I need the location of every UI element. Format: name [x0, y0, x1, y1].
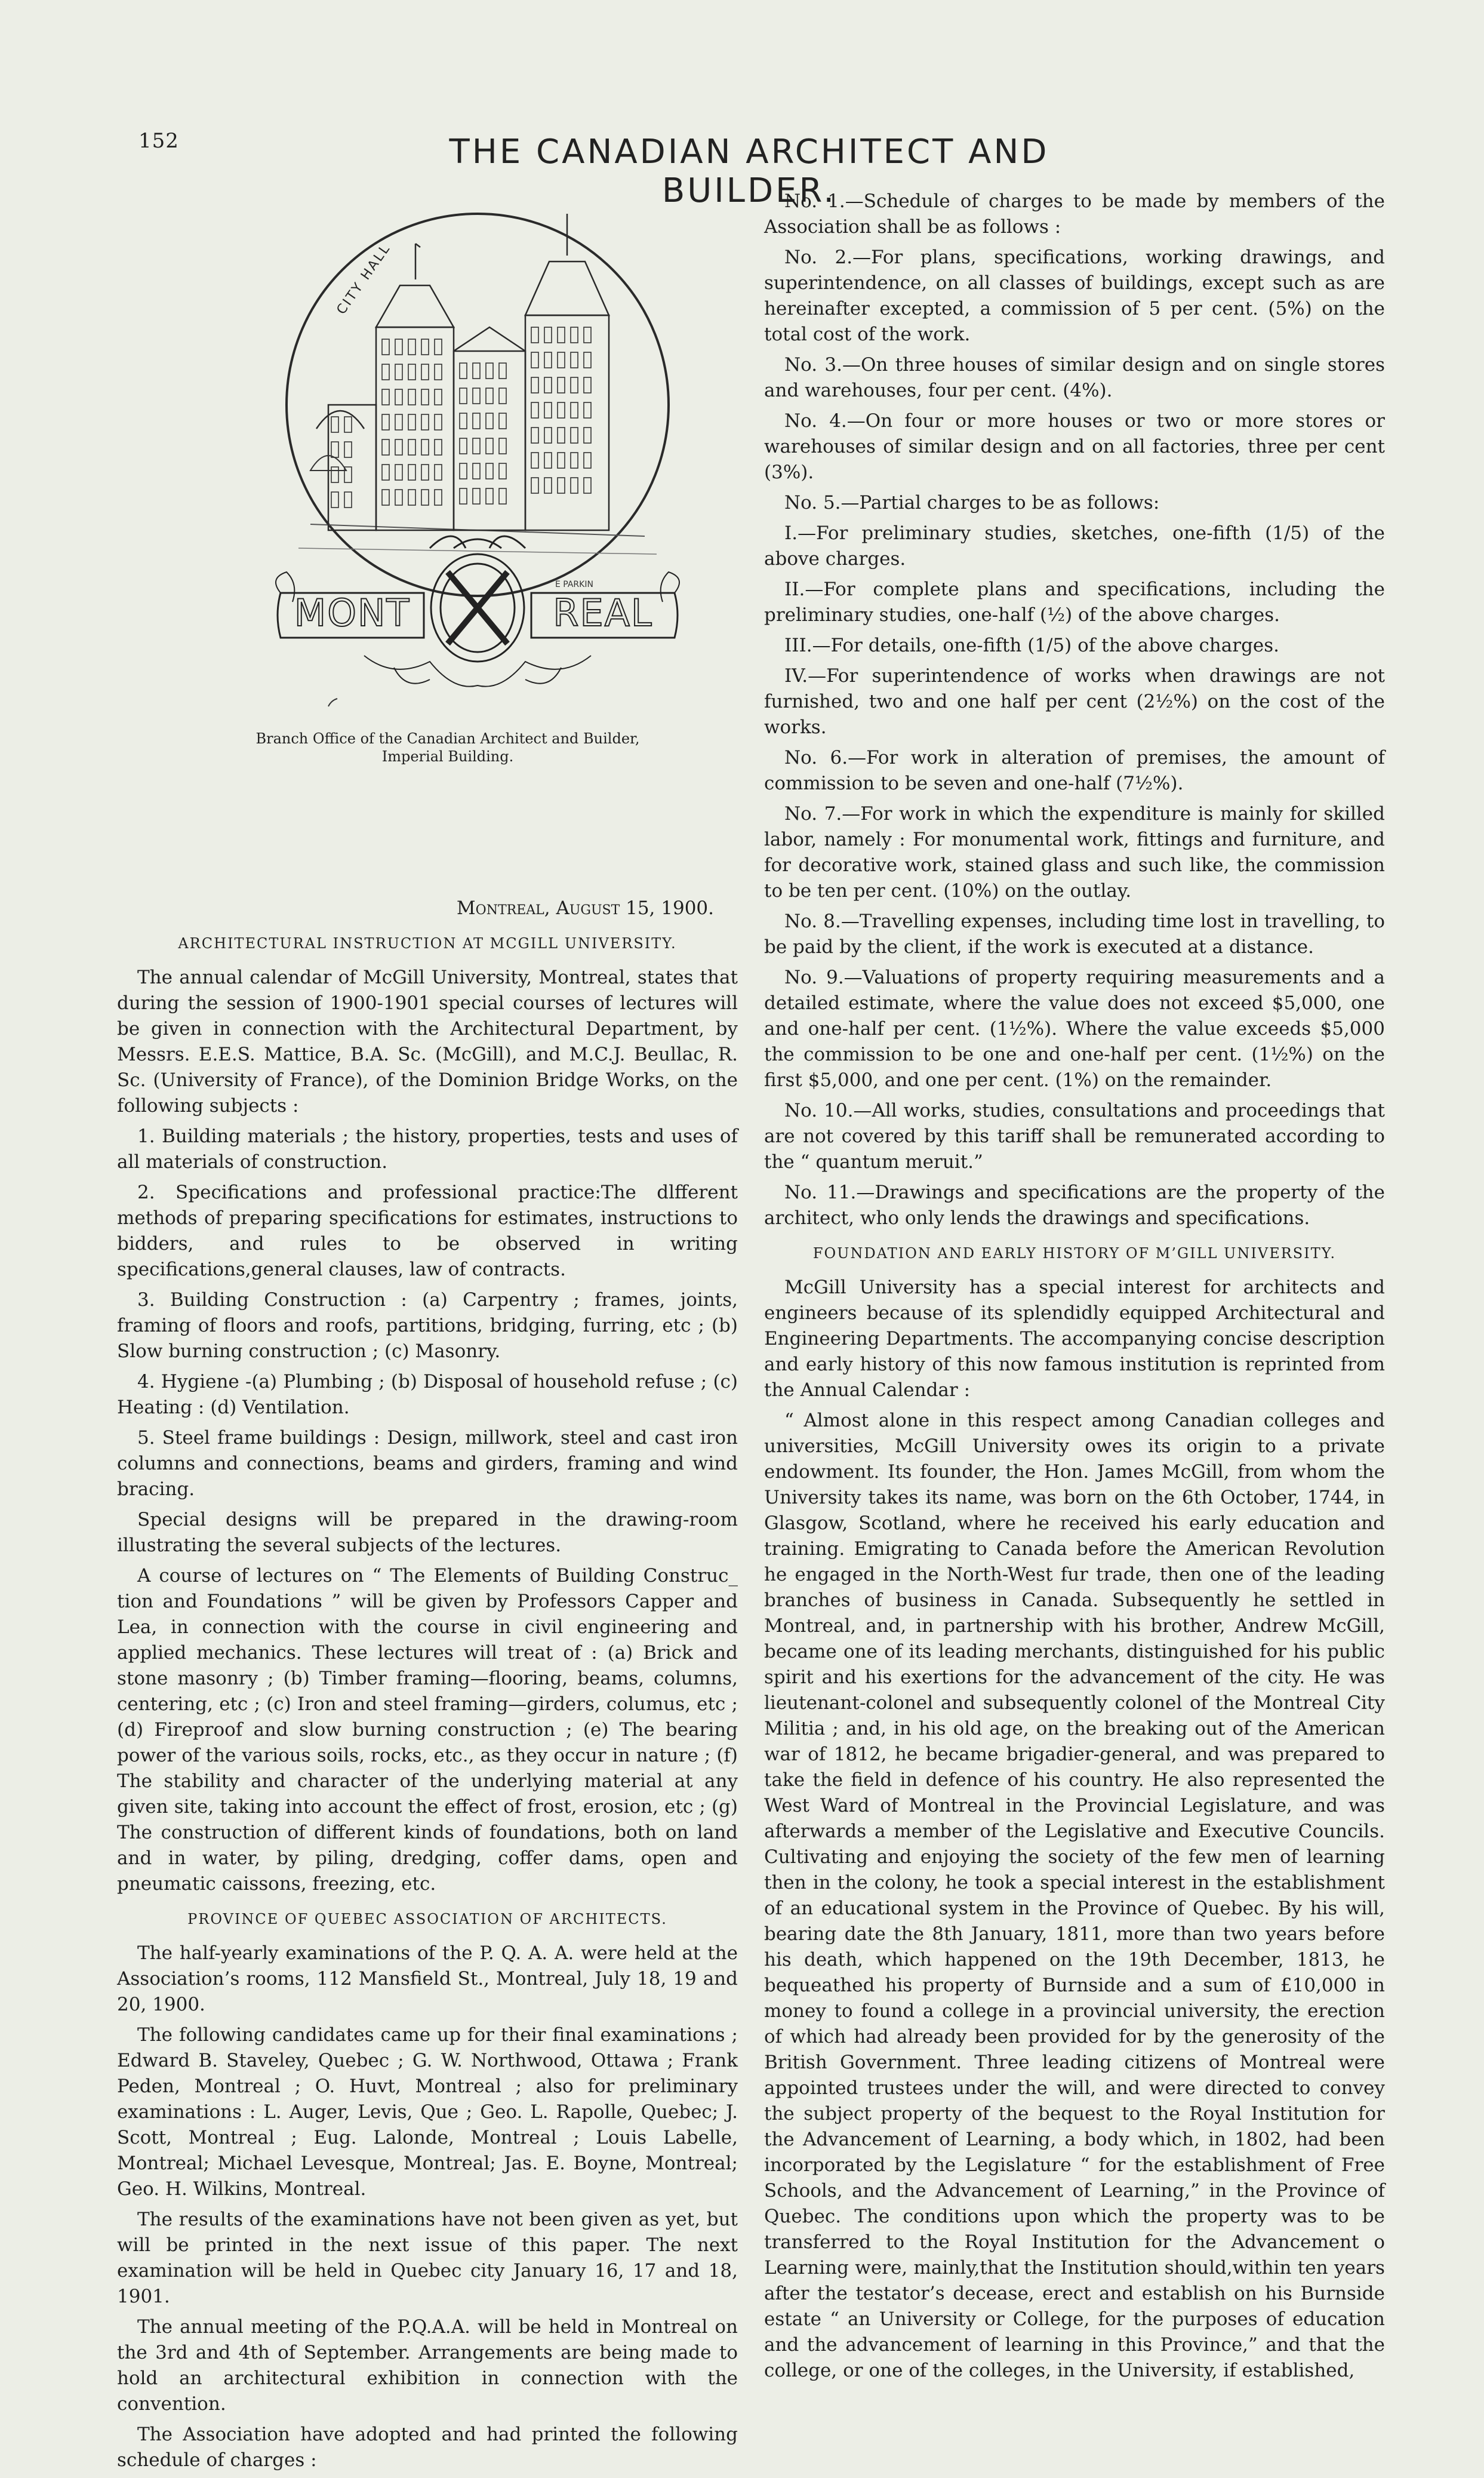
schedule-item: No. 1.—Schedule of charges to be made by members of the Association shall be as follows : — [764, 190, 1385, 238]
running-title: THE CANADIAN ARCHITECT AND BUILDER. — [449, 133, 1049, 210]
schedule-item: No. 2.—For plans, specifications, working drawings, and superintendence, on all classes of buildings, except such as are hereinafter excepted, a commission of 5 per cent. (5%) on the total cost of the work. — [764, 247, 1385, 345]
right-column — [764, 189, 1385, 2388]
schedule-item: No. 11.—Drawings and specifications are the property of the architect, who only lends the drawings and specifications. — [764, 1182, 1385, 1229]
paragraph: The half-yearly examinations of the P. Q. A. A. were held at the Association’s rooms, 112 Mansfield St., Montreal, July 18, 19 and 20, 1900. — [117, 1942, 738, 2015]
artist-signature: E PARKIN — [555, 580, 593, 589]
schedule-item: II.—For complete plans and specifications, including the preliminary studies, one-half (½) of the above charges. — [764, 579, 1385, 626]
section-heading-mcgill-history: FOUNDATION AND EARLY HISTORY OF M’GILL UNIVERSITY. — [812, 1245, 1337, 1262]
schedule-item: No. 3.—On three houses of similar design and on single stores and warehouses, four per cent. (4%). — [764, 354, 1385, 401]
section-heading-pqaa: PROVINCE OF QUEBEC ASSOCIATION OF ARCHITECTS. — [187, 1911, 667, 1927]
section-heading-mcgill-instruction: ARCHITECTURAL INSTRUCTION AT MCGILL UNIVERSITY. — [178, 935, 677, 952]
schedule-item: No. 6.—For work in alteration of premises, the amount of commission to be seven and one-half (7½%). — [764, 747, 1385, 794]
schedule-item: No. 7.—For work in which the expenditure is mainly for skilled labor, namely : For monumental work, fittings and furniture, and for decorative work, stained glass and such like, the commission to be ten per cent. (10%) on the outlay. — [764, 803, 1385, 902]
paragraph: 2. Specifications and professional practice:The dlfferent methods of preparing specifications for estimates, instructions to bidders, and rules to be observed in writing specifications,general clauses, law of contracts. — [117, 1182, 738, 1280]
schedule-item: No. 5.—Partial charges to be as follows: — [784, 492, 1160, 514]
schedule-item: III.—For details, one-fifth (1/5) of the above charges. — [784, 635, 1280, 656]
paragraph: 3. Building Construction : (a) Carpentry ; frames, joints, framing of floors and roofs, partitions, bridging, furring, etc ; (b) Slow burning construction ; (c) Masonry. — [117, 1289, 738, 1362]
page-number: 152 — [138, 129, 179, 153]
schedule-item: No. 4.—On four or more houses or two or more stores or warehouses of similar design and on all factories, three per cent (3%). — [764, 410, 1385, 483]
schedule-item: IV.—For superintendence of works when drawings are not furnished, two and one half per cent (2½%) on the cost of the works. — [764, 665, 1385, 738]
city-hall-label: CITY HALL — [334, 241, 394, 318]
city-hall-illustration — [275, 190, 681, 727]
illustration-caption — [179, 730, 716, 765]
banner-right-text: REAL — [553, 591, 653, 635]
paragraph: 5. Steel frame buildings : Design, millwork, steel and cast iron columns and connections, beams and girders, framing and wind bracing. — [117, 1427, 738, 1500]
banner-left-text: MONT — [294, 591, 411, 635]
paragraph: The following candidates came up for their final examinations ; Edward B. Staveley, Quebec ; G. W. Northwood, Ottawa ; Frank Peden, Montreal ; O. Huvt, Montreal ; also for preliminary examinations : L. Auger, Levis, Que ; Geo. L. Rapolle, Quebec; J. Scott, Montreal ; Eug. Lalonde, Montreal ; Louis Labelle, Montreal; Michael Levesque, Montreal; Jas. E. Boyne, Montreal; Geo. H. Wilkins, Montreal. — [117, 2024, 738, 2200]
schedule-item: I.—For preliminary studies, sketches, one-fifth (1/5) of the above charges. — [764, 522, 1385, 570]
paragraph: The annual calendar of McGill University, Montreal, states that during the session of 1900-1901 special courses of lectures will be given in connection with the Architectural Department, by Messrs. E.E.S. Mattice, B.A. Sc. (McGill), and M.C.J. Beullac, R. Sc. (University of France), of the Dominion Bridge Works, on the following subjects : — [117, 967, 738, 1117]
paragraph: The annual meeting of the P.Q.A.A. will be held in Montreal on the 3rd and 4th of September. Arrangements are being made to hold an architectural exhibition in connection with the convention. — [117, 2316, 738, 2415]
paragraph: A course of lectures on “ The Elements of Building Construc_ tion and Foundations ” will be given by Professors Capper and Lea, in connection with the course in civil engineering and applied mechanics. These lectures will treat of : (a) Brick and stone masonry ; (b) Timber framing—flooring, beams, columns, centering, etc ; (c) Iron and steel framing—girders, columus, etc ; (d) Fireproof and slow burning construction ; (e) The bearing power of the various soils, rocks, etc., as they occur in nature ; (f) The stability and character of the underlying material at any given site, taking into account the effect of frost, erosion, etc ; (g) The construction of different kinds of foundations, both on land and in water, by piling, dredging, coffer dams, open and pneumatic caissons, freezing, etc. — [117, 1565, 738, 1895]
schedule-item: No. 8.—Travelling expenses, including time lost in travelling, to be paid by the client, if the work is executed at a distance. — [764, 911, 1385, 958]
paragraph: The results of the examinations have not been given as yet, but will be printed in the next issue of this paper. The next examination will be held in Quebec city January 16, 17 and 18, 1901. — [117, 2209, 738, 2307]
left-column — [117, 896, 738, 2478]
paragraph: 4. Hygiene -(a) Plumbing ; (b) Disposal of household refuse ; (c) Heating : (d) Ventilation. — [117, 1371, 738, 1418]
dateline: Montreal, August 15, 1900. — [456, 897, 714, 919]
paragraph: 1. Building materials ; the history, properties, tests and uses of all materials of construction. — [117, 1126, 738, 1173]
paragraph: McGill University has a special interest for architects and engineers because of its splendidly equipped Architectural and Engineering Departments. The accompanying concise description and early history of this now famous institution is reprinted from the Annual Calendar : — [764, 1277, 1385, 1401]
schedule-item: No. 10.—All works, studies, consultations and proceedings that are not covered by this tariff shall be remunerated according to the “ quantum meruit.” — [764, 1100, 1385, 1173]
paragraph: Special designs will be prepared in the drawing-room illustrating the several subjects of the lectures. — [117, 1509, 738, 1556]
paragraph: “ Almost alone in this respect among Canadian colleges and universities, McGill University owes its origin to a private endowment. Its founder, the Hon. James McGill, from whom the University takes its name, was born on the 6th October, 1744, in Glasgow, Scotland, where he received his early education and training. Emigrating to Canada before the American Revolution he engaged in the North-West fur trade, then one of the leading branches of business in Canada. Subsequently he settled in Montreal, and, in partnership with his brother, Andrew McGill, became one of its leading merchants, distinguished for his public spirit and his exertions for the advancement of the city. He was lieutenant-colonel and subsequently colonel of the Montreal City Militia ; and, in his old age, on the breaking out of the American war of 1812, he became brigadier-general, and was prepared to take the field in defence of his country. He also represented the West Ward of Montreal in the Provincial Legislature, and was afterwards a member of the Legislative and Executive Councils. Cultivating and enjoying the society of the few men of learning then in the colony, he took a special interest in the establishment of an educational system in the Province of Quebec. By his will, bearing date the 8th January, 1811, more than two years before his death, which happened on the 19th December, 1813, he bequeathed his property of Burnside and a sum of £10,000 in money to found a college in a provincial university, the erection of which had already been provided for by the generosity of the British Government. Three leading citizens of Montreal were appointed trustees under the will, and were directed to convey the subject property of the bequest to the Royal Institution for the Advancement of Learning, a body which, in 1802, had been incorporated by the Legislature “ for the establishment of Free Schools, and the Advancement of Learning,” in the Province of Quebec. The conditions upon which the property was to be transferred to the Royal Institution for the Advancement o Learning were, mainly,that the Institution should,within ten years after the testator’s decease, erect and establish on his Burnside estate “ an University or College, for the purposes of education and the advancement of learning in this Province,” and that the college, or one of the colleges, in the University, if established, — [764, 1410, 1385, 2381]
caption-line-2: Imperial Building. — [381, 748, 514, 765]
schedule-item: No. 9.—Valuations of property requiring measurements and a detailed estimate, where the value does not exceed $5,000, one and one-half per cent. (1½%). Where the value exceeds $5,000 the commission to be one and one-half per cent. (1½%) on the first $5,000, and one per cent. (1%) on the remainder. — [764, 967, 1385, 1091]
paragraph: The Association have adopted and had printed the following schedule of charges : — [117, 2424, 738, 2471]
caption-line-1: Branch Office of the Canadian Architect and Builder, — [255, 730, 640, 747]
